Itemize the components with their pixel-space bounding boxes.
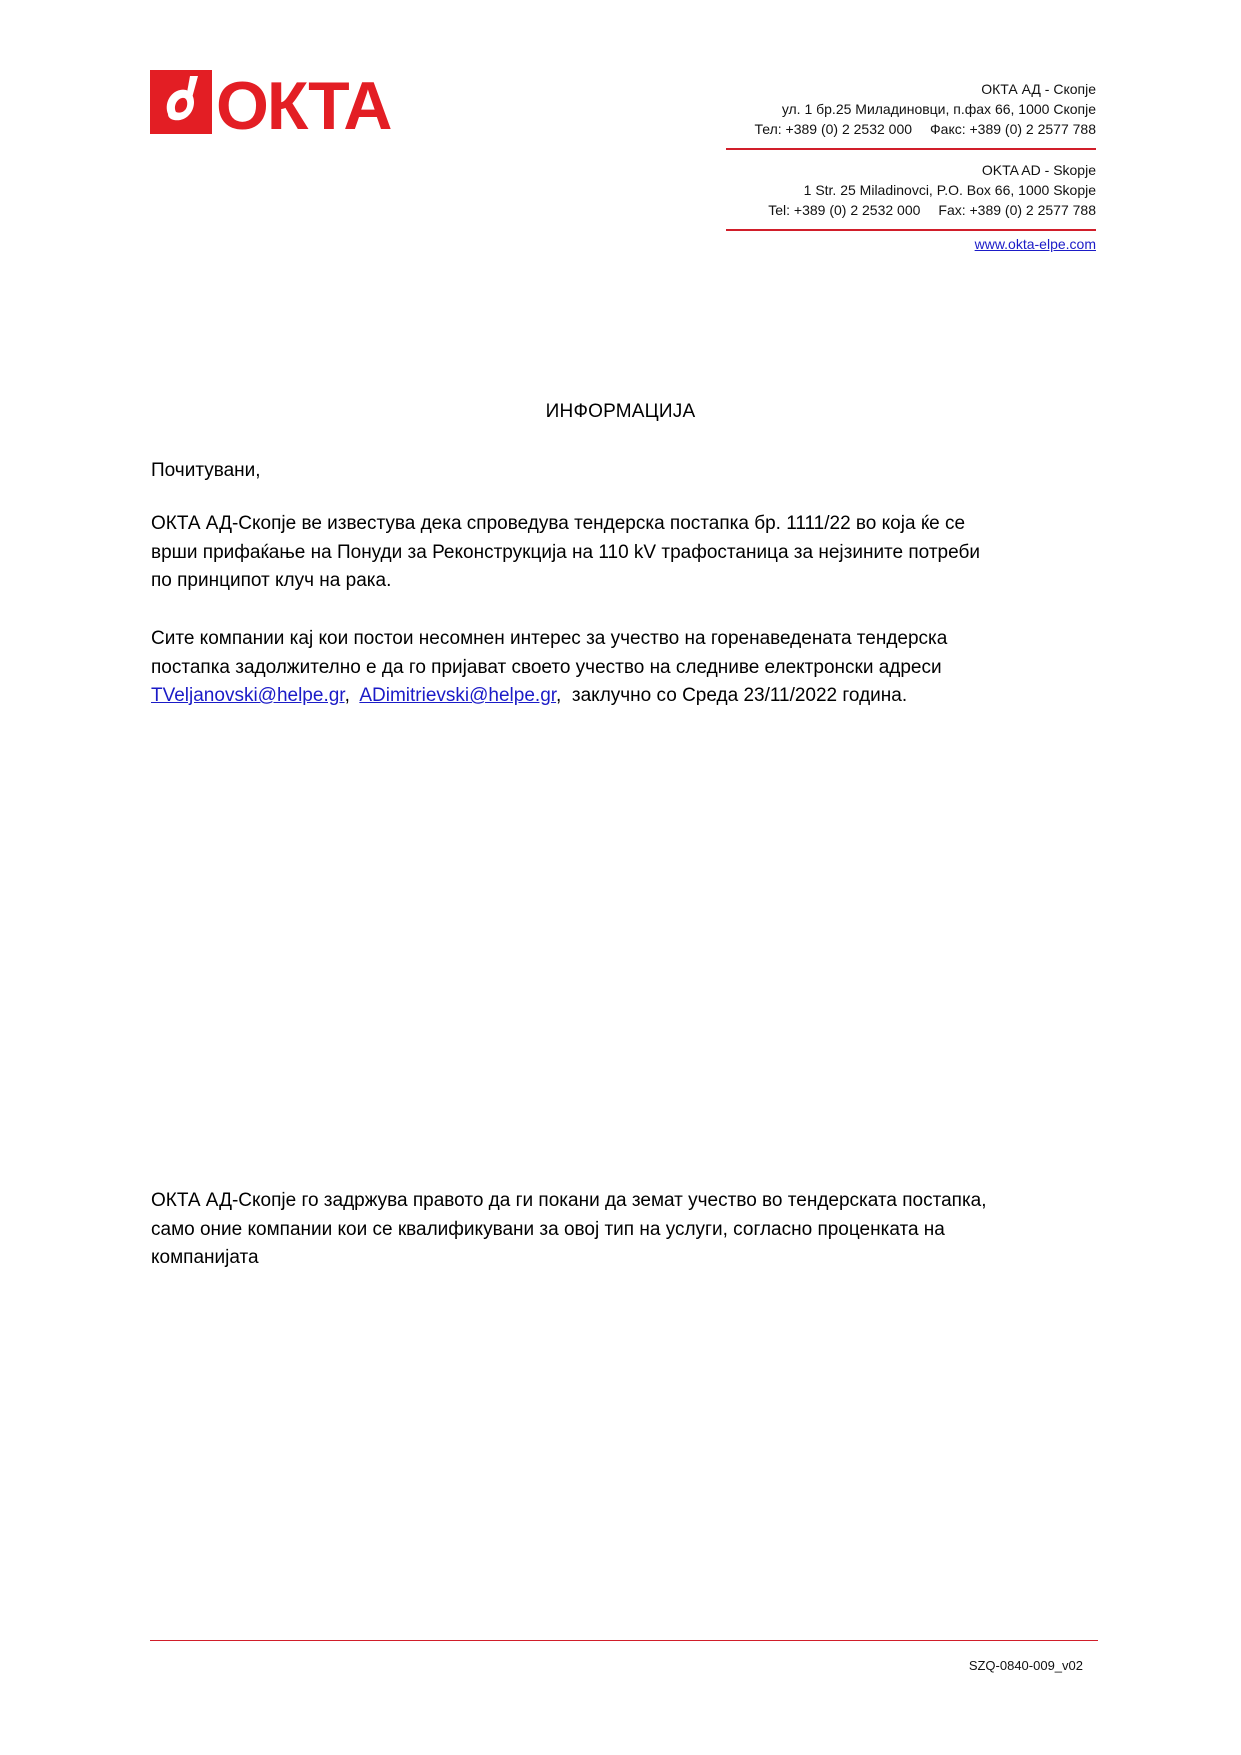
- header-address-en: [696, 160, 1096, 220]
- okta-logo-graphic: [150, 68, 405, 138]
- okta-logo: [150, 68, 405, 138]
- company-name-en: OKTA AD - Skopje: [981, 162, 1096, 178]
- paragraph-line: Сите компании кај кои постои несомнен интерес за учество на горенаведената тендерска: [151, 628, 948, 649]
- paragraph-line: ОКТА АД-Скопје ве известува дека спроведува тендерска постапка бр. 1111/22 во која ќе се: [151, 513, 966, 534]
- paragraph-line: врши прифаќање на Понуди за Реконструкција на 110 kV трафостаница за нејзините потреби: [151, 541, 980, 563]
- header-address-mk: [696, 79, 1096, 139]
- contact-mk: [696, 119, 1096, 139]
- address-en: 1 Str. 25 Miladinovci, P.O. Box 66, 1000 Skopje: [803, 182, 1096, 198]
- paragraph-line: ОКТА АД-Скопје го задржува правото да ги покани да земат учество во тендерската постапка,: [151, 1190, 987, 1211]
- paragraph-reservation: [151, 1187, 1091, 1273]
- email-separator: ,: [344, 685, 360, 706]
- footer-divider: [150, 1640, 1098, 1641]
- paragraph-line: по принципот клуч на рака.: [151, 570, 392, 591]
- paragraph-line-emails: [151, 682, 1091, 711]
- header-divider-2: [726, 229, 1096, 231]
- paragraph-line: постапка задолжително е да го пријават своето учество на следниве електронски адреси: [151, 656, 942, 678]
- document-number: SZQ-0840-009_v02: [968, 1658, 1083, 1673]
- email-link-adimitrievski[interactable]: ADimitrievski@helpe.gr: [359, 685, 557, 706]
- greeting: Почитувани,: [151, 460, 261, 481]
- phone-mk: Тел: +389 (0) 2 2532 000: [754, 121, 913, 137]
- fax-mk: Факс: +389 (0) 2 2577 788: [930, 121, 1096, 137]
- website-link[interactable]: www.okta-elpe.com: [974, 236, 1096, 252]
- okta-logo-text: ОКТА: [216, 68, 391, 138]
- deadline-text: , заклучно со Среда 23/11/2022 година.: [556, 685, 908, 706]
- phone-en: Tel: +389 (0) 2 2532 000: [768, 202, 921, 218]
- email-link-tveljanovski[interactable]: TVeljanovski@helpe.gr: [151, 685, 345, 706]
- fax-en: Fax: +389 (0) 2 2577 788: [938, 202, 1096, 218]
- paragraph-line: само оние компании кои се квалификувани за овој тип на услуги, согласно проценката на: [151, 1218, 945, 1240]
- paragraph-registration: [151, 625, 1091, 711]
- paragraph-line: компанијата: [151, 1247, 259, 1268]
- contact-en: [696, 200, 1096, 220]
- address-mk: ул. 1 бр.25 Миладиновци, п.фах 66, 1000 Скопје: [781, 101, 1096, 117]
- header-divider-1: [726, 148, 1096, 150]
- document-title: ИНФОРМАЦИЈА: [545, 401, 696, 422]
- company-name-mk: ОКТА АД - Скопје: [981, 81, 1096, 97]
- paragraph-tender-notice: [151, 510, 1091, 596]
